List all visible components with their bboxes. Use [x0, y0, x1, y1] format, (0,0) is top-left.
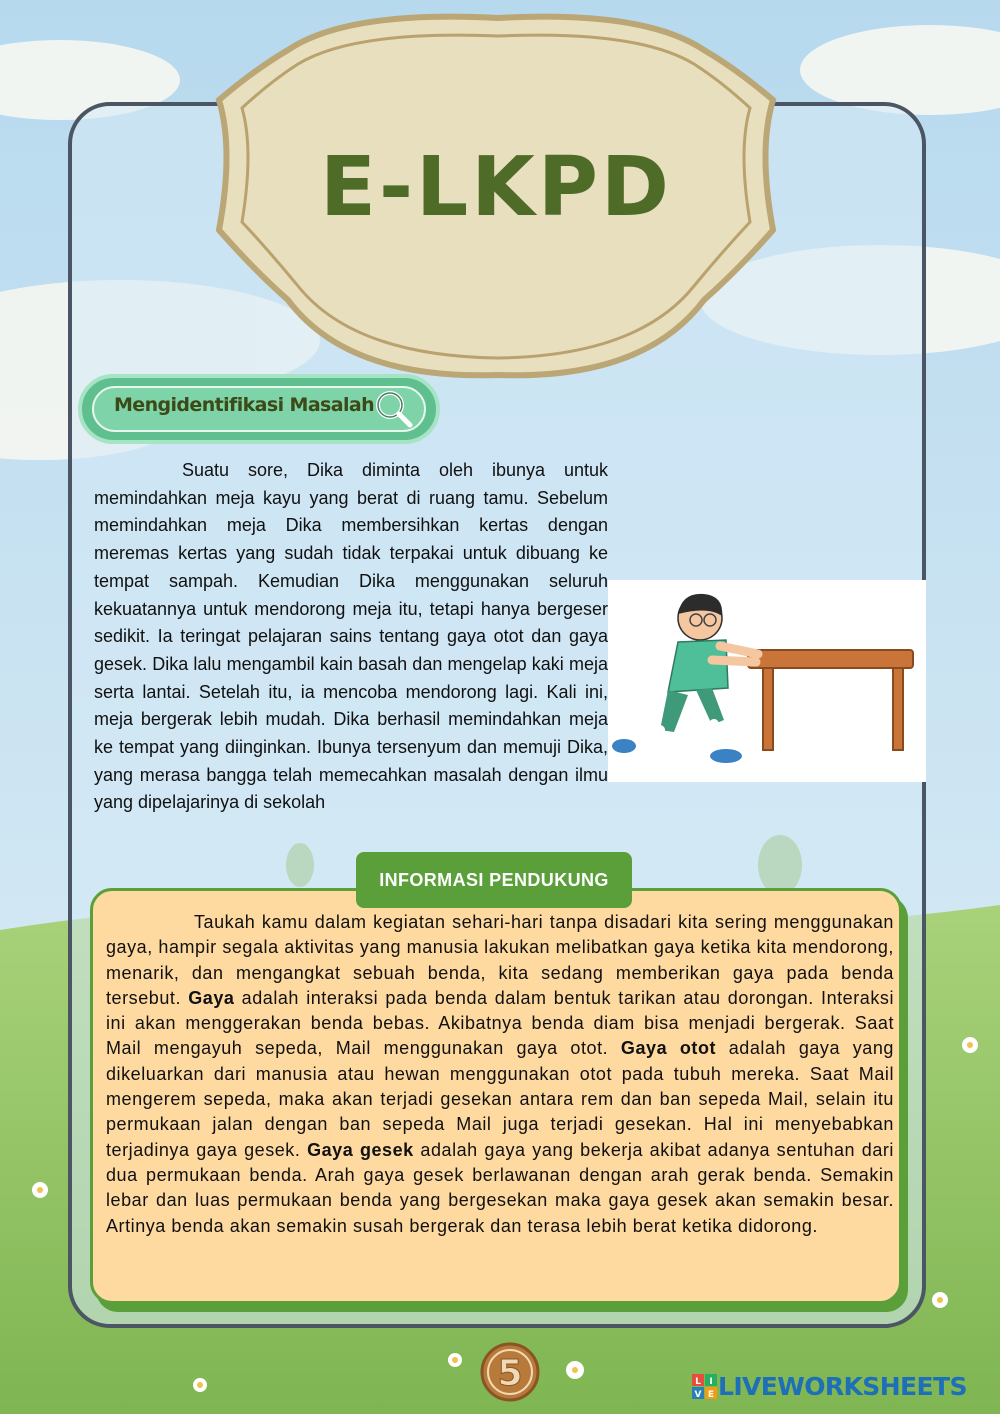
page-title: E-LKPD — [319, 140, 672, 235]
info-header-label: INFORMASI PENDUKUNG — [379, 870, 609, 890]
liveworksheets-brand[interactable]: LIVEWORKSHEETS — [718, 1372, 967, 1401]
story-paragraph — [94, 457, 608, 817]
info-text-1: Taukah kamu dalam kegiatan sehari-hari tanpa disadari kita sering menggunakan gaya, hampir segala aktivitas yang manusia lakukan melibatkan gaya ketika kita mendorong, menarik, dan mengangkat sebuah benda, kita sedang memberikan gaya pada benda tersebut. — [106, 912, 894, 1008]
term-gaya-otot: Gaya otot — [620, 1038, 717, 1059]
info-paragraph — [106, 910, 894, 1239]
page-number-badge — [480, 1342, 540, 1402]
liveworksheets-logo-icon — [692, 1370, 718, 1404]
story-text: Suatu sore, Dika diminta oleh ibunya untuk memindahkan meja kayu yang berat di ruang tamu. Sebelum memindahkan meja Dika membersihkan kertas dengan meremas kertas yang sudah tidak terpakai untuk dibuang ke tempat sampah. Kemudian Dika menggunakan seluruh kekuatannya untuk mendorong meja itu, tetapi hanya bergeser sedikit. Ia teringat pelajaran sains tentang gaya otot dan gaya gesek. Dika lalu mengambil kain basah dan mengelap kaki meja serta lantai. Setelah itu, ia mencoba mendorong lagi. Kali ini, meja bergerak lebih mudah. Dika berhasil memindahkan meja ke tempat yang diinginkan. Ibunya tersenyum dan memuji Dika, yang merasa bangga telah memecahkan masalah dengan ilmu yang dipelajarinya di sekolah — [94, 460, 608, 813]
logo-letter-e: E — [707, 1390, 715, 1400]
logo-letter-v: V — [694, 1390, 702, 1400]
section-label: Mengidentifikasi Masalah — [114, 394, 375, 416]
info-text-3: adalah gaya yang dikeluarkan dari manusia atau hewan menggunakan otot pada tubuh mereka. Saat Mail mengerem sepeda, maka akan terjadi gesekan antara rem dan ban sepeda Mail, selain itu permukaan jalan dengan ban sepeda Mail juga terjadi gesekan. Hal ini menyebabkan terjadinya gaya gesek. — [106, 1038, 894, 1160]
boy-pushing-table-illustration — [608, 580, 926, 782]
page-number: 5 — [497, 1353, 523, 1394]
logo-letter-l: L — [695, 1377, 701, 1387]
term-gaya: Gaya — [188, 987, 235, 1008]
logo-letter-i: I — [709, 1377, 713, 1387]
search-icon — [374, 389, 414, 429]
info-text-4: adalah gaya yang bekerja akibat adanya sentuhan dari dua permukaan benda. Arah gaya gesek berlawanan dengan arah gerak benda. Semakin lebar dan luas permukaan benda yang bergesekan maka gaya gesek akan semakin besar. Artinya benda akan semakin susah bergerak dan terasa lebih berat ketika didorong. — [106, 1139, 894, 1236]
term-gaya-gesek: Gaya gesek — [307, 1139, 414, 1160]
info-text-2: adalah interaksi pada benda dalam bentuk tarikan atau dorongan. Interaksi ini akan menggerakan benda bebas. Akibatnya benda diam bisa menjadi bergerak. Saat Mail mengayuh sepeda, Mail menggunakan gaya otot. — [106, 987, 894, 1059]
